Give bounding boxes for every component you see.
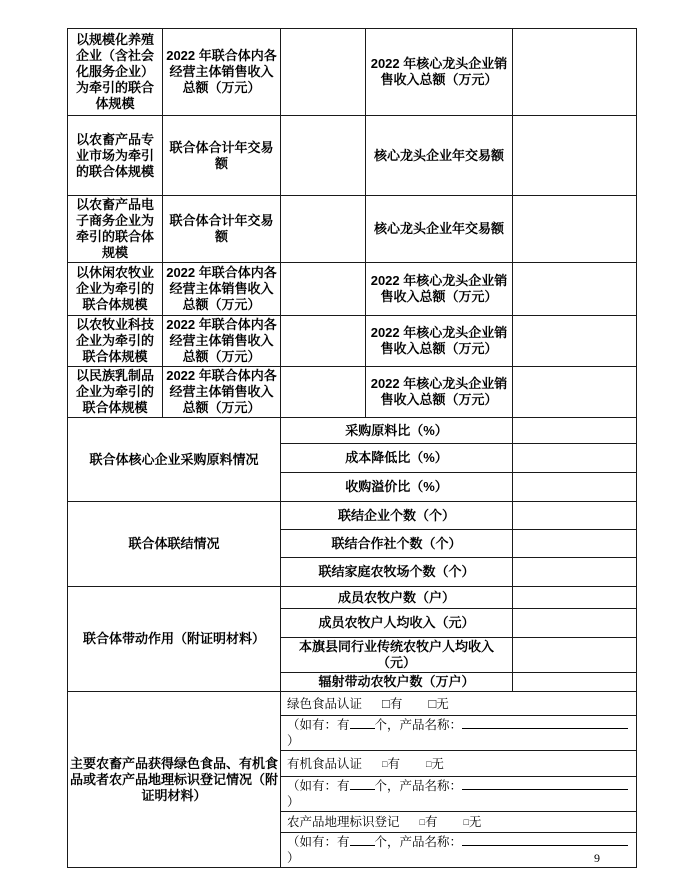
core-indicator-label: 核心龙头企业年交易额 <box>366 196 513 263</box>
checkbox-yes-icon[interactable]: □ <box>382 758 388 769</box>
section-label-linkage: 联合体联结情况 <box>68 502 281 587</box>
scale-type-label: 以休闲农牧业企业为牵引的联合体规模 <box>68 263 163 316</box>
value-input-cell[interactable] <box>513 444 637 473</box>
section-label-procurement: 联合体核心企业采购原料情况 <box>68 418 281 502</box>
value-input-cell[interactable] <box>513 473 637 502</box>
count-blank-line[interactable] <box>350 834 375 846</box>
core-indicator-label: 2022 年核心龙头企业销售收入总额（万元） <box>366 367 513 418</box>
cert-row-geo-indication <box>281 812 637 833</box>
metric-label: 成本降低比（%） <box>281 444 513 473</box>
value-input-cell[interactable] <box>513 502 637 530</box>
metric-label: 联结家庭农牧场个数（个） <box>281 558 513 587</box>
scale-type-label: 以农畜产品专业市场为牵引的联合体规模 <box>68 116 163 196</box>
checkbox-no-icon[interactable]: □ <box>428 695 437 711</box>
indicator-label: 2022 年联合体内各经营主体销售收入总额（万元） <box>163 316 281 367</box>
core-indicator-label: 核心龙头企业年交易额 <box>366 116 513 196</box>
detail-text: （如有：有 <box>287 779 350 793</box>
scale-type-label: 以规模化养殖企业（含社会化服务企业）为牵引的联合体规模 <box>68 29 163 116</box>
value-input-cell[interactable] <box>281 196 366 263</box>
detail-text: ） <box>287 795 300 809</box>
value-input-cell[interactable] <box>513 609 637 638</box>
metric-label: 本旗县同行业传统农牧户人均收入（元） <box>281 638 513 673</box>
checkbox-yes-label: 有 <box>389 696 403 711</box>
value-input-cell[interactable] <box>513 263 637 316</box>
indicator-label: 2022 年联合体内各经营主体销售收入总额（万元） <box>163 29 281 116</box>
value-input-cell[interactable] <box>281 29 366 116</box>
value-input-cell[interactable] <box>513 530 637 558</box>
value-input-cell[interactable] <box>513 587 637 609</box>
detail-text: （如有：有 <box>287 835 350 849</box>
product-name-blank-line[interactable] <box>462 778 628 790</box>
value-input-cell[interactable] <box>513 367 637 418</box>
core-indicator-label: 2022 年核心龙头企业销售收入总额（万元） <box>366 316 513 367</box>
checkbox-no-icon[interactable]: □ <box>425 758 432 769</box>
value-input-cell[interactable] <box>513 316 637 367</box>
value-input-cell[interactable] <box>513 29 637 116</box>
indicator-label: 联合体合计年交易额 <box>163 196 281 263</box>
product-name-blank-line[interactable] <box>462 834 628 846</box>
checkbox-yes-label: 有 <box>424 815 438 829</box>
cert-detail-row <box>281 716 637 751</box>
metric-label: 成员农牧户人均收入（元） <box>281 609 513 638</box>
checkbox-no-label: 无 <box>468 815 482 829</box>
detail-text: （如有：有 <box>287 718 350 732</box>
cert-name: 绿色食品认证 <box>287 696 363 711</box>
cert-row-green-food <box>281 692 637 716</box>
scale-type-label: 以农畜产品电子商务企业为牵引的联合体规模 <box>68 196 163 263</box>
indicator-label: 2022 年联合体内各经营主体销售收入总额（万元） <box>163 367 281 418</box>
product-name-blank-line[interactable] <box>462 717 628 729</box>
metric-label: 联结合作社个数（个） <box>281 530 513 558</box>
checkbox-no-label: 无 <box>436 696 449 711</box>
value-input-cell[interactable] <box>281 263 366 316</box>
scale-type-label: 以民族乳制品企业为牵引的联合体规模 <box>68 367 163 418</box>
value-input-cell[interactable] <box>281 367 366 418</box>
page-number: 9 <box>594 851 600 865</box>
application-form-table <box>67 28 637 868</box>
value-input-cell[interactable] <box>513 116 637 196</box>
checkbox-yes-icon[interactable]: □ <box>382 695 390 711</box>
checkbox-yes-label: 有 <box>387 756 400 771</box>
cert-name: 农产品地理标识登记 <box>287 815 400 829</box>
detail-text: 个，产品名称： <box>374 779 463 793</box>
value-input-cell[interactable] <box>281 116 366 196</box>
metric-label: 收购溢价比（%） <box>281 473 513 502</box>
value-input-cell[interactable] <box>281 316 366 367</box>
checkbox-no-label: 无 <box>431 756 444 771</box>
cert-name: 有机食品认证 <box>287 756 363 771</box>
cert-detail-row <box>281 833 637 868</box>
value-input-cell[interactable] <box>513 418 637 444</box>
metric-label: 采购原料比（%） <box>281 418 513 444</box>
metric-label: 联结企业个数（个） <box>281 502 513 530</box>
detail-text: 个，产品名称： <box>374 718 463 732</box>
checkbox-no-icon[interactable]: □ <box>463 817 469 827</box>
value-input-cell[interactable] <box>513 558 637 587</box>
indicator-label: 2022 年联合体内各经营主体销售收入总额（万元） <box>163 263 281 316</box>
detail-text: ） <box>287 851 300 865</box>
value-input-cell[interactable] <box>513 196 637 263</box>
core-indicator-label: 2022 年核心龙头企业销售收入总额（万元） <box>366 263 513 316</box>
metric-label: 成员农牧户数（户） <box>281 587 513 609</box>
metric-label: 辐射带动农牧户数（万户） <box>281 673 513 692</box>
detail-text: ） <box>287 734 300 748</box>
value-input-cell[interactable] <box>513 638 637 673</box>
checkbox-yes-icon[interactable]: □ <box>419 817 425 827</box>
section-label-certification: 主要农畜产品获得绿色食品、有机食品或者农产品地理标识登记情况（附证明材料） <box>68 692 281 868</box>
core-indicator-label: 2022 年核心龙头企业销售收入总额（万元） <box>366 29 513 116</box>
detail-text: 个，产品名称： <box>374 835 463 849</box>
scale-type-label: 以农牧业科技企业为牵引的联合体规模 <box>68 316 163 367</box>
value-input-cell[interactable] <box>513 673 637 692</box>
count-blank-line[interactable] <box>350 717 375 729</box>
cert-row-organic-food <box>281 751 637 777</box>
count-blank-line[interactable] <box>350 778 375 790</box>
cert-detail-row <box>281 777 637 812</box>
indicator-label: 联合体合计年交易额 <box>163 116 281 196</box>
section-label-driving-effect: 联合体带动作用（附证明材料） <box>68 587 281 692</box>
